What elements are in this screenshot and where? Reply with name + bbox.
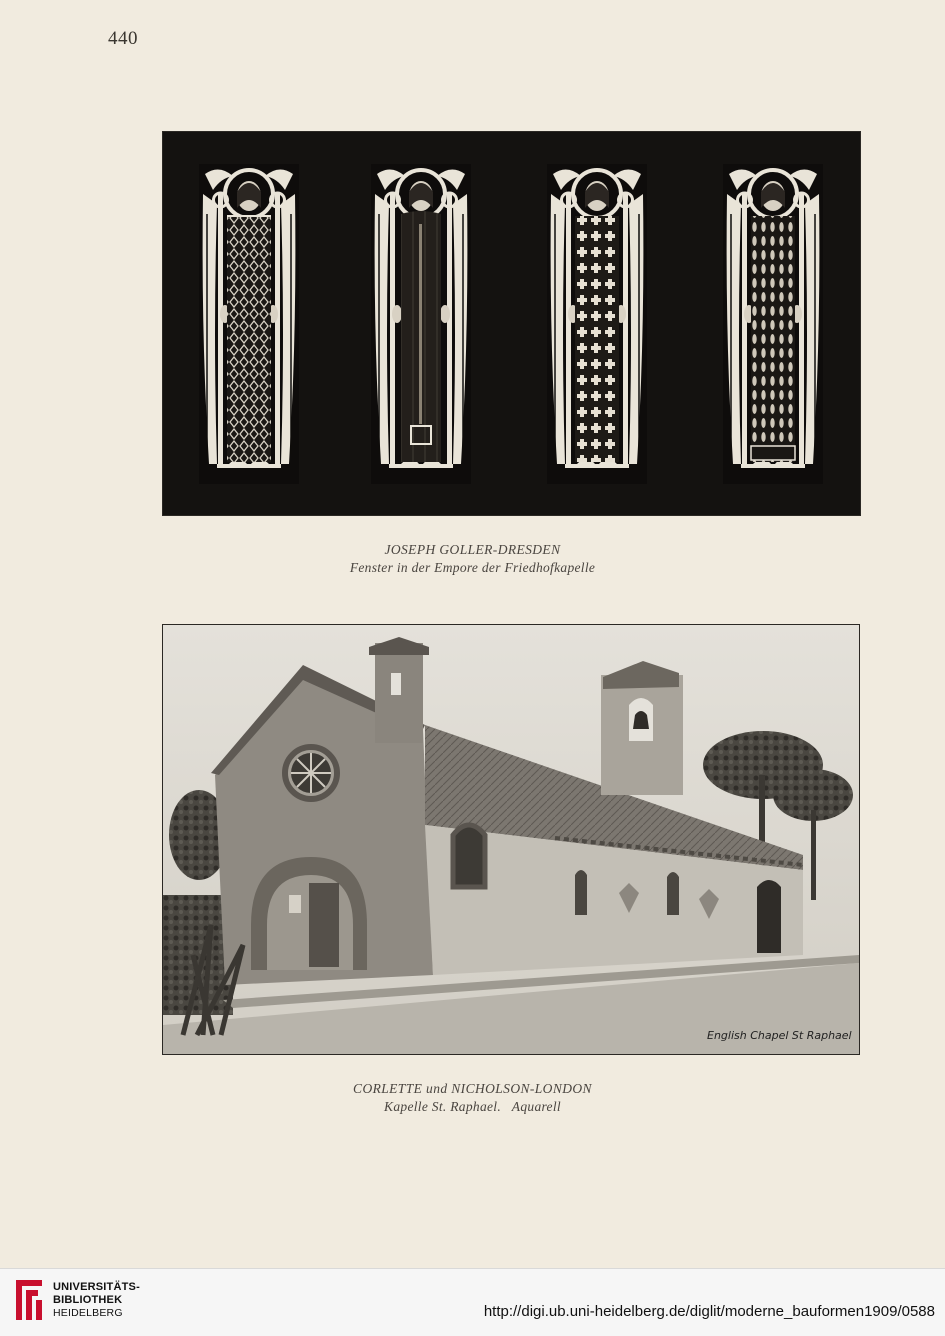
page-number: 440	[108, 28, 138, 49]
figure1-title-caption: Fenster in der Empore der Friedhofkapelle	[349, 560, 596, 575]
figure2-title-caption: Kapelle St. Raphael. Aquarell	[384, 1099, 561, 1114]
logo-line-1: UNIVERSITÄTS-	[53, 1281, 140, 1293]
source-url-link[interactable]: http://digi.ub.uni-heidelberg.de/diglit/moderne_bauformen1909/0588	[483, 1303, 935, 1320]
library-logo-icon[interactable]	[12, 1276, 46, 1326]
chapel-illustration	[163, 625, 859, 1054]
logo-line-2: BIBLIOTHEK	[53, 1294, 123, 1306]
library-logo-text[interactable]	[53, 1281, 140, 1320]
figure1-author-caption: JOSEPH GOLLER-DRESDEN	[384, 542, 561, 557]
stained-glass-illustration	[163, 132, 860, 515]
chapel-watercolor-image	[162, 624, 860, 1055]
chapel-inscription: English Chapel St Raphael	[707, 1029, 852, 1042]
footer-bar	[0, 1268, 945, 1336]
logo-line-3: HEIDELBERG	[53, 1307, 123, 1319]
stained-glass-windows-image	[162, 131, 861, 516]
figure2-author-caption: CORLETTE und NICHOLSON-LONDON	[353, 1081, 592, 1096]
